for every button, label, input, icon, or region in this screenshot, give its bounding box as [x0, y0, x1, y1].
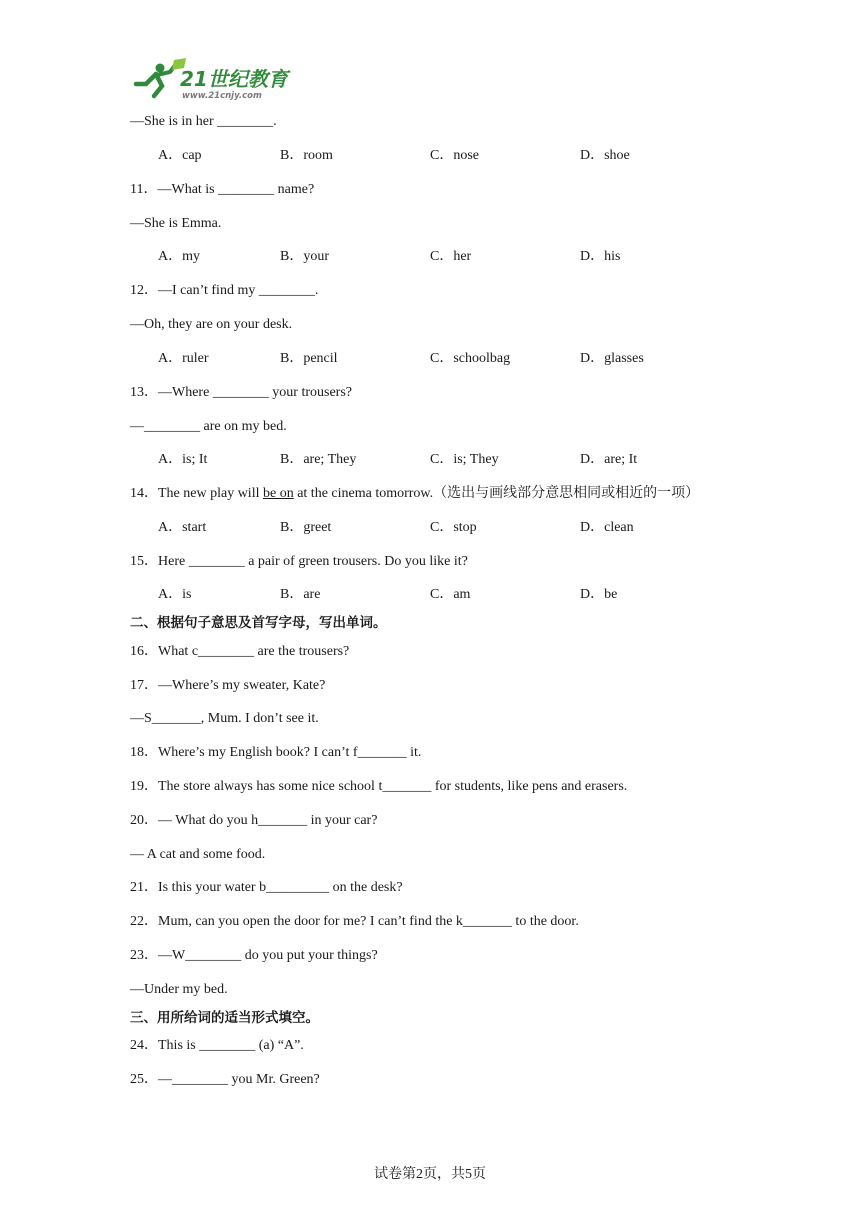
question-line: 12．—I can’t find my ________.: [130, 283, 319, 298]
option-d: D．his: [580, 249, 621, 264]
question-line: 16．What c________ are the trousers?: [130, 644, 350, 659]
question-line: 23．—W________ do you put your things?: [130, 948, 378, 963]
option-a: A．start: [158, 520, 207, 535]
section-heading: 二、根据句子意思及首写字母，写出单词。: [130, 615, 387, 631]
underlined-phrase: be on: [262, 486, 294, 501]
option-d: D．be: [580, 587, 618, 602]
logo-url-text: www.21cnjy.com: [182, 91, 262, 101]
question-text-pre: 14．The new play will: [130, 486, 263, 501]
option-a: A．is: [158, 587, 192, 602]
option-d: D．are; It: [580, 452, 638, 467]
question-line: 25．—________ you Mr. Green?: [130, 1072, 320, 1087]
option-a: A．is; It: [158, 452, 208, 467]
option-a: A．ruler: [158, 351, 209, 366]
option-b: B．room: [280, 148, 333, 163]
option-d: D．shoe: [580, 148, 630, 163]
question-line: 20．— What do you h_______ in your car?: [130, 813, 378, 828]
site-logo: [130, 56, 300, 102]
option-d: D．clean: [580, 520, 634, 535]
option-c: C．nose: [430, 148, 479, 163]
option-a: A．cap: [158, 148, 202, 163]
question-line: —She is in her ________.: [130, 114, 277, 129]
option-a: A．my: [158, 249, 200, 264]
question-line: 21．Is this your water b_________ on the desk?: [130, 880, 403, 895]
question-line: 18．Where’s my English book? I can’t f_______ it.: [130, 745, 422, 760]
question-line: 24．This is ________ (a) “A”.: [130, 1038, 304, 1053]
option-b: B．pencil: [280, 351, 338, 366]
question-line: —She is Emma.: [130, 216, 222, 231]
question-line: —Oh, they are on your desk.: [130, 317, 293, 332]
question-line: —S_______, Mum. I don’t see it.: [130, 711, 319, 726]
option-c: C．stop: [430, 520, 477, 535]
question-line: — A cat and some food.: [130, 847, 266, 862]
option-c: C．schoolbag: [430, 351, 511, 366]
option-b: B．your: [280, 249, 329, 264]
option-d: D．glasses: [580, 351, 644, 366]
question-line: 22．Mum, can you open the door for me? I can’t find the k_______ to the door.: [130, 914, 579, 929]
runner-icon: [136, 58, 186, 96]
option-b: B．are: [280, 587, 321, 602]
page-footer: 试卷第2页，共5页: [374, 1167, 486, 1182]
option-c: C．her: [430, 249, 472, 264]
section-heading: 三、用所给词的适当形式填空。: [130, 1010, 319, 1026]
question-line: [130, 485, 699, 503]
question-line: 13．—Where ________ your trousers?: [130, 385, 353, 400]
question-line: 11．—What is ________ name?: [130, 182, 315, 197]
option-b: B．greet: [280, 520, 332, 535]
option-b: B．are; They: [280, 452, 357, 467]
logo-main-text: 21世纪教育: [180, 67, 288, 91]
question-line: 19．The store always has some nice school t_______ for students, like pens and erasers.: [130, 779, 628, 794]
option-c: C．am: [430, 587, 471, 602]
question-line: —________ are on my bed.: [130, 419, 287, 434]
question-line: 15．Here ________ a pair of green trousers. Do you like it?: [130, 554, 468, 569]
question-text-post: at the cinema tomorrow.（选出与画线部分意思相同或相近的一项）: [293, 486, 700, 501]
question-line: 17．—Where’s my sweater, Kate?: [130, 678, 326, 693]
option-c: C．is; They: [430, 452, 499, 467]
question-line: —Under my bed.: [130, 982, 228, 997]
